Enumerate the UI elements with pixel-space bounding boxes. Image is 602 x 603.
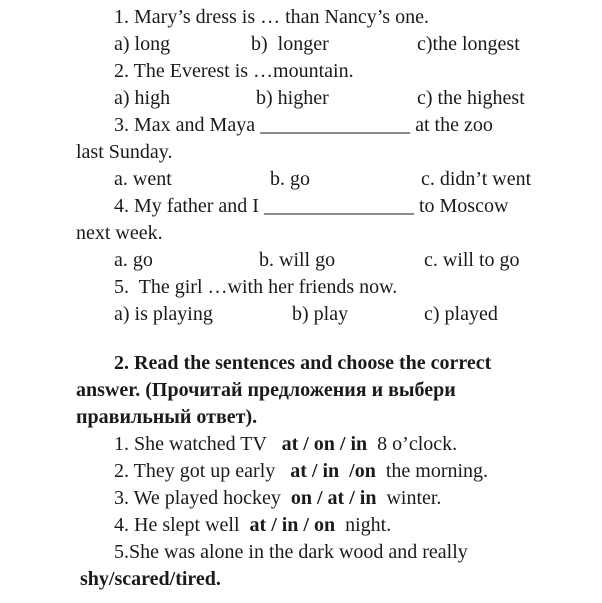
sentence-4 (114, 514, 391, 536)
sentence-5-choices: shy/scared/tired. (80, 568, 221, 590)
cut-off-text (76, 0, 596, 4)
q1-option-c: c)the longest (417, 33, 520, 55)
sentence-3-choices: on / at / in (290, 487, 377, 509)
q3-option-b: b. go (270, 168, 310, 190)
question-3: 3. Max and Maya _______________ at the zoo (114, 114, 493, 136)
sentence-2 (114, 460, 488, 482)
q3-option-c: c. didn’t went (421, 168, 532, 190)
sentence-4-choices: at / in / on (249, 514, 336, 536)
q5-option-a: a) is playing (114, 303, 213, 325)
q4-option-c: c. will to go (424, 249, 520, 271)
sentence-1-end: 8 o’clock. (367, 433, 458, 455)
sentence-4-start: 4. He slept well (114, 514, 250, 536)
q2-option-a: a) high (114, 87, 171, 109)
question-4: 4. My father and I _______________ to Moscow (114, 195, 509, 217)
sentence-2-start: 2. They got up early (114, 460, 291, 482)
sentence-5: 5.She was alone in the dark wood and really (114, 541, 468, 563)
q5-option-c: c) played (424, 303, 498, 325)
q1-option-a: a) long (114, 33, 171, 55)
question-4-continued: next week. (76, 222, 163, 244)
q2-option-b: b) higher (256, 87, 329, 109)
q4-option-b: b. will go (259, 249, 336, 271)
q2-option-c: c) the highest (417, 87, 525, 109)
exercise-2-heading-line-2: answer. (Прочитай предложения и выбери (76, 379, 456, 401)
sentence-3-start: 3. We played hockey (114, 487, 291, 509)
question-5: 5. The girl …with her friends now. (114, 276, 398, 298)
q3-option-a: a. went (114, 168, 172, 190)
sentence-3 (114, 487, 441, 509)
q5-option-b: b) play (292, 303, 349, 325)
question-2: 2. The Everest is …mountain. (114, 60, 354, 82)
sentence-1-choices: at / on / in (281, 433, 368, 455)
question-1: 1. Mary’s dress is … than Nancy’s one. (114, 6, 429, 28)
exercise-2-heading-line-1: 2. Read the sentences and choose the correct (114, 352, 492, 374)
sentence-4-end: night. (335, 514, 392, 536)
sentence-1-start: 1. She watched TV (114, 433, 282, 455)
q1-option-b: b) longer (251, 33, 329, 55)
sentence-1 (114, 433, 457, 455)
sentence-2-choices: at / in /on (290, 460, 376, 482)
sentence-3-end: winter. (376, 487, 442, 509)
exercise-2-heading-line-3: правильный ответ). (76, 406, 258, 428)
q4-option-a: a. go (114, 249, 153, 271)
sentence-2-end: the morning. (375, 460, 489, 482)
question-3-continued: last Sunday. (76, 141, 173, 163)
